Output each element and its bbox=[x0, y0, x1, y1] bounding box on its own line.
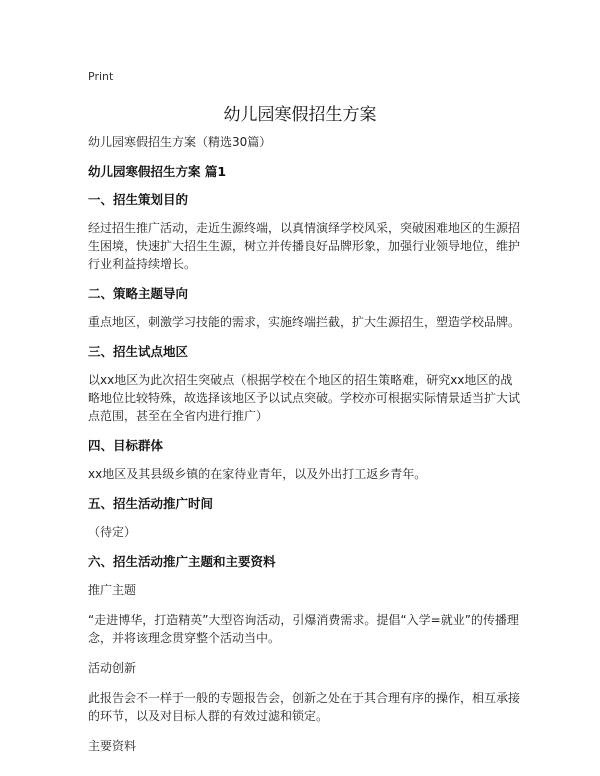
section-paragraph: xx地区及其县级乡镇的在家待业青年，以及外出打工返乡青年。 bbox=[88, 467, 427, 481]
section-paragraph: 经过招生推广活动，走近生源终端，以真情演绎学校风采，突破困难地区的生源招生困境，快速扩大招生生源，树立并传播良好品牌形象，加强行业领导地位，维护行业利益持续增长。 bbox=[88, 221, 521, 271]
section-heading: 一、招生策划目的 bbox=[88, 192, 189, 207]
section-heading: 三、招生试点地区 bbox=[88, 344, 189, 359]
subsection-label: 推广主题 bbox=[88, 583, 137, 597]
section-paragraph: （待定） bbox=[88, 525, 137, 539]
subsection-label: 活动创新 bbox=[88, 661, 137, 675]
subsection-paragraph: 此报告会不一样于一般的专题报告会，创新之处在于其合理有序的操作，相互承接的环节，以及对目标人群的有效过滤和锁定。 bbox=[88, 691, 521, 723]
subsection-label: 主要资料 bbox=[88, 739, 137, 753]
document-body bbox=[88, 133, 524, 767]
subsection-paragraph: “走进博华，打造精英”大型咨询活动，引爆消费需求。提倡“入学=就业”的传播理念，并将该理念贯穿整个活动当中。 bbox=[88, 613, 519, 645]
print-link[interactable]: Print bbox=[88, 70, 114, 83]
document-subtitle: 幼儿园寒假招生方案（精选30篇） bbox=[88, 135, 272, 149]
section-paragraph: 以xx地区为此次招生突破点（根据学校在个地区的招生策略难，研究xx地区的战略地位比较特殊，故选择该地区予以试点突破。学校亦可根据实际情景适当扩大试点范围，甚至在全省内进行推广） bbox=[88, 373, 521, 423]
section-heading: 二、策略主题导向 bbox=[88, 286, 189, 301]
page-title: 幼儿园寒假招生方案 bbox=[223, 105, 377, 125]
section-paragraph: 重点地区，刺激学习技能的需求，实施终端拦截，扩大生源招生，塑造学校品牌。 bbox=[88, 315, 521, 329]
article-heading: 幼儿园寒假招生方案 篇1 bbox=[88, 164, 227, 179]
section-heading: 五、招生活动推广时间 bbox=[88, 496, 214, 511]
section-heading: 六、招生活动推广主题和主要资料 bbox=[88, 554, 276, 569]
section-heading: 四、目标群体 bbox=[88, 438, 164, 453]
